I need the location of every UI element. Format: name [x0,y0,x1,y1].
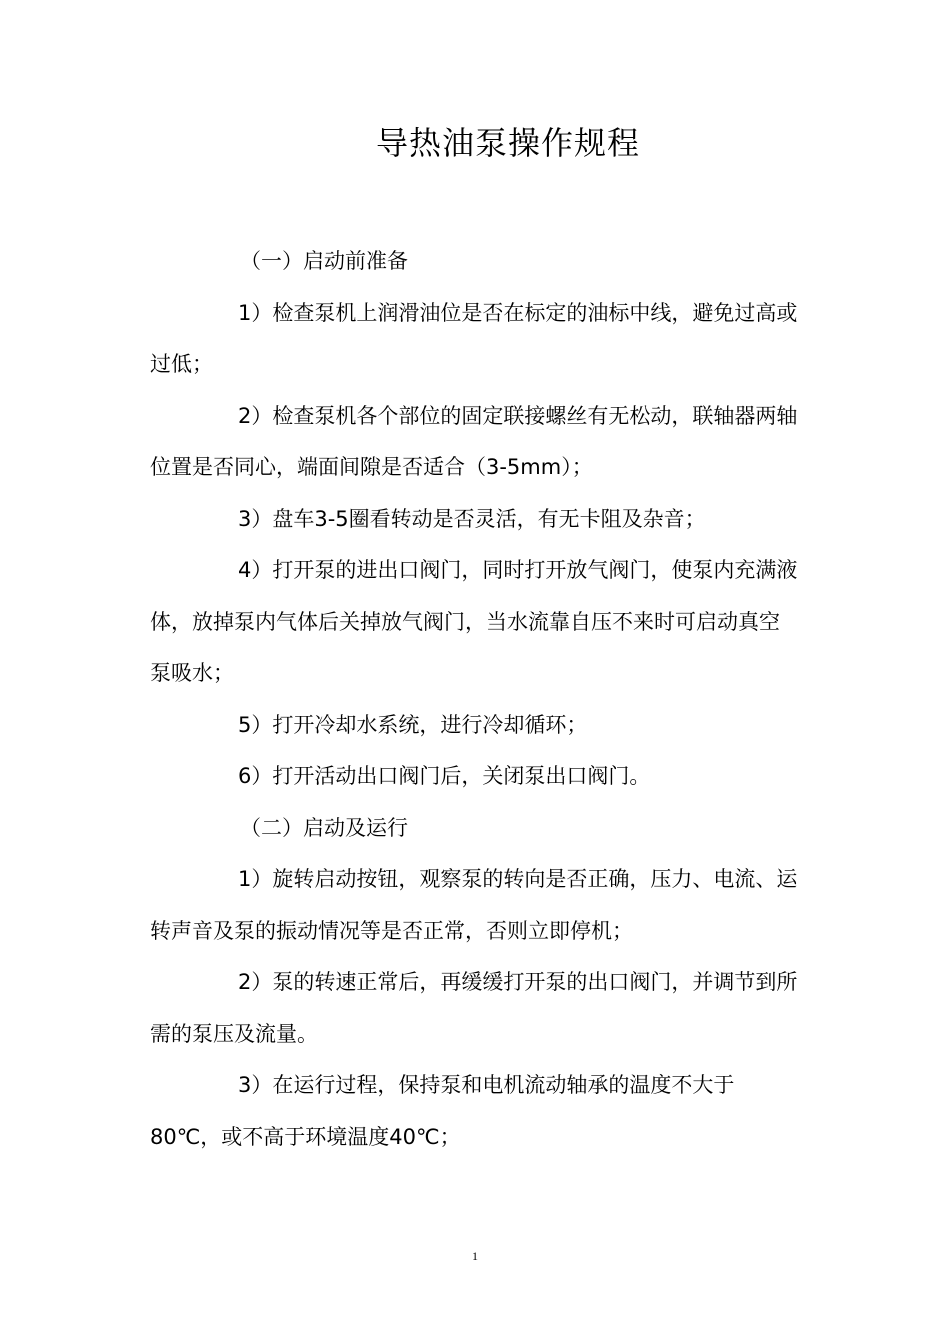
section-heading-2: （二）启动及运行 [240,815,408,840]
page-number: 1 [472,1249,478,1263]
list-item: 3）在运行过程，保持泵和电机流动轴承的温度不大于80℃，或不高于环境温度40℃； [150,1073,735,1149]
document-title: 导热油泵操作规程 [375,124,640,162]
list-item: 3）盘车3-5圈看转动是否灵活，有无卡阻及杂音； [238,506,706,531]
list-item: 2）泵的转速正常后，再缓缓打开泵的出口阀门，并调节到所需的泵压及流量。 [150,970,798,1046]
list-item: 1）旋转启动按钮，观察泵的转向是否正确，压力、电流、运转声音及泵的振动情况等是否正常，否则立即停机； [150,867,798,943]
list-item: 1）检查泵机上润滑油位是否在标定的油标中线，避免过高或过低； [150,300,798,376]
section-heading-1: （一）启动前准备 [240,249,408,273]
list-item: 6）打开活动出口阀门后，关闭泵出口阀门。 [238,764,651,788]
list-item: 2）检查泵机各个部位的固定联接螺丝有无松动，联轴器两轴位置是否同心，端面间隙是否适合（3-5mm）； [150,403,798,479]
document-body [150,236,800,1163]
list-item: 4）打开泵的进出口阀门，同时打开放气阀门，使泵内充满液体，放掉泵内气体后关掉放气阀门，当水流靠自压不来时可启动真空泵吸水； [150,558,798,685]
list-item: 5）打开冷却水系统，进行冷却循环； [238,712,588,737]
